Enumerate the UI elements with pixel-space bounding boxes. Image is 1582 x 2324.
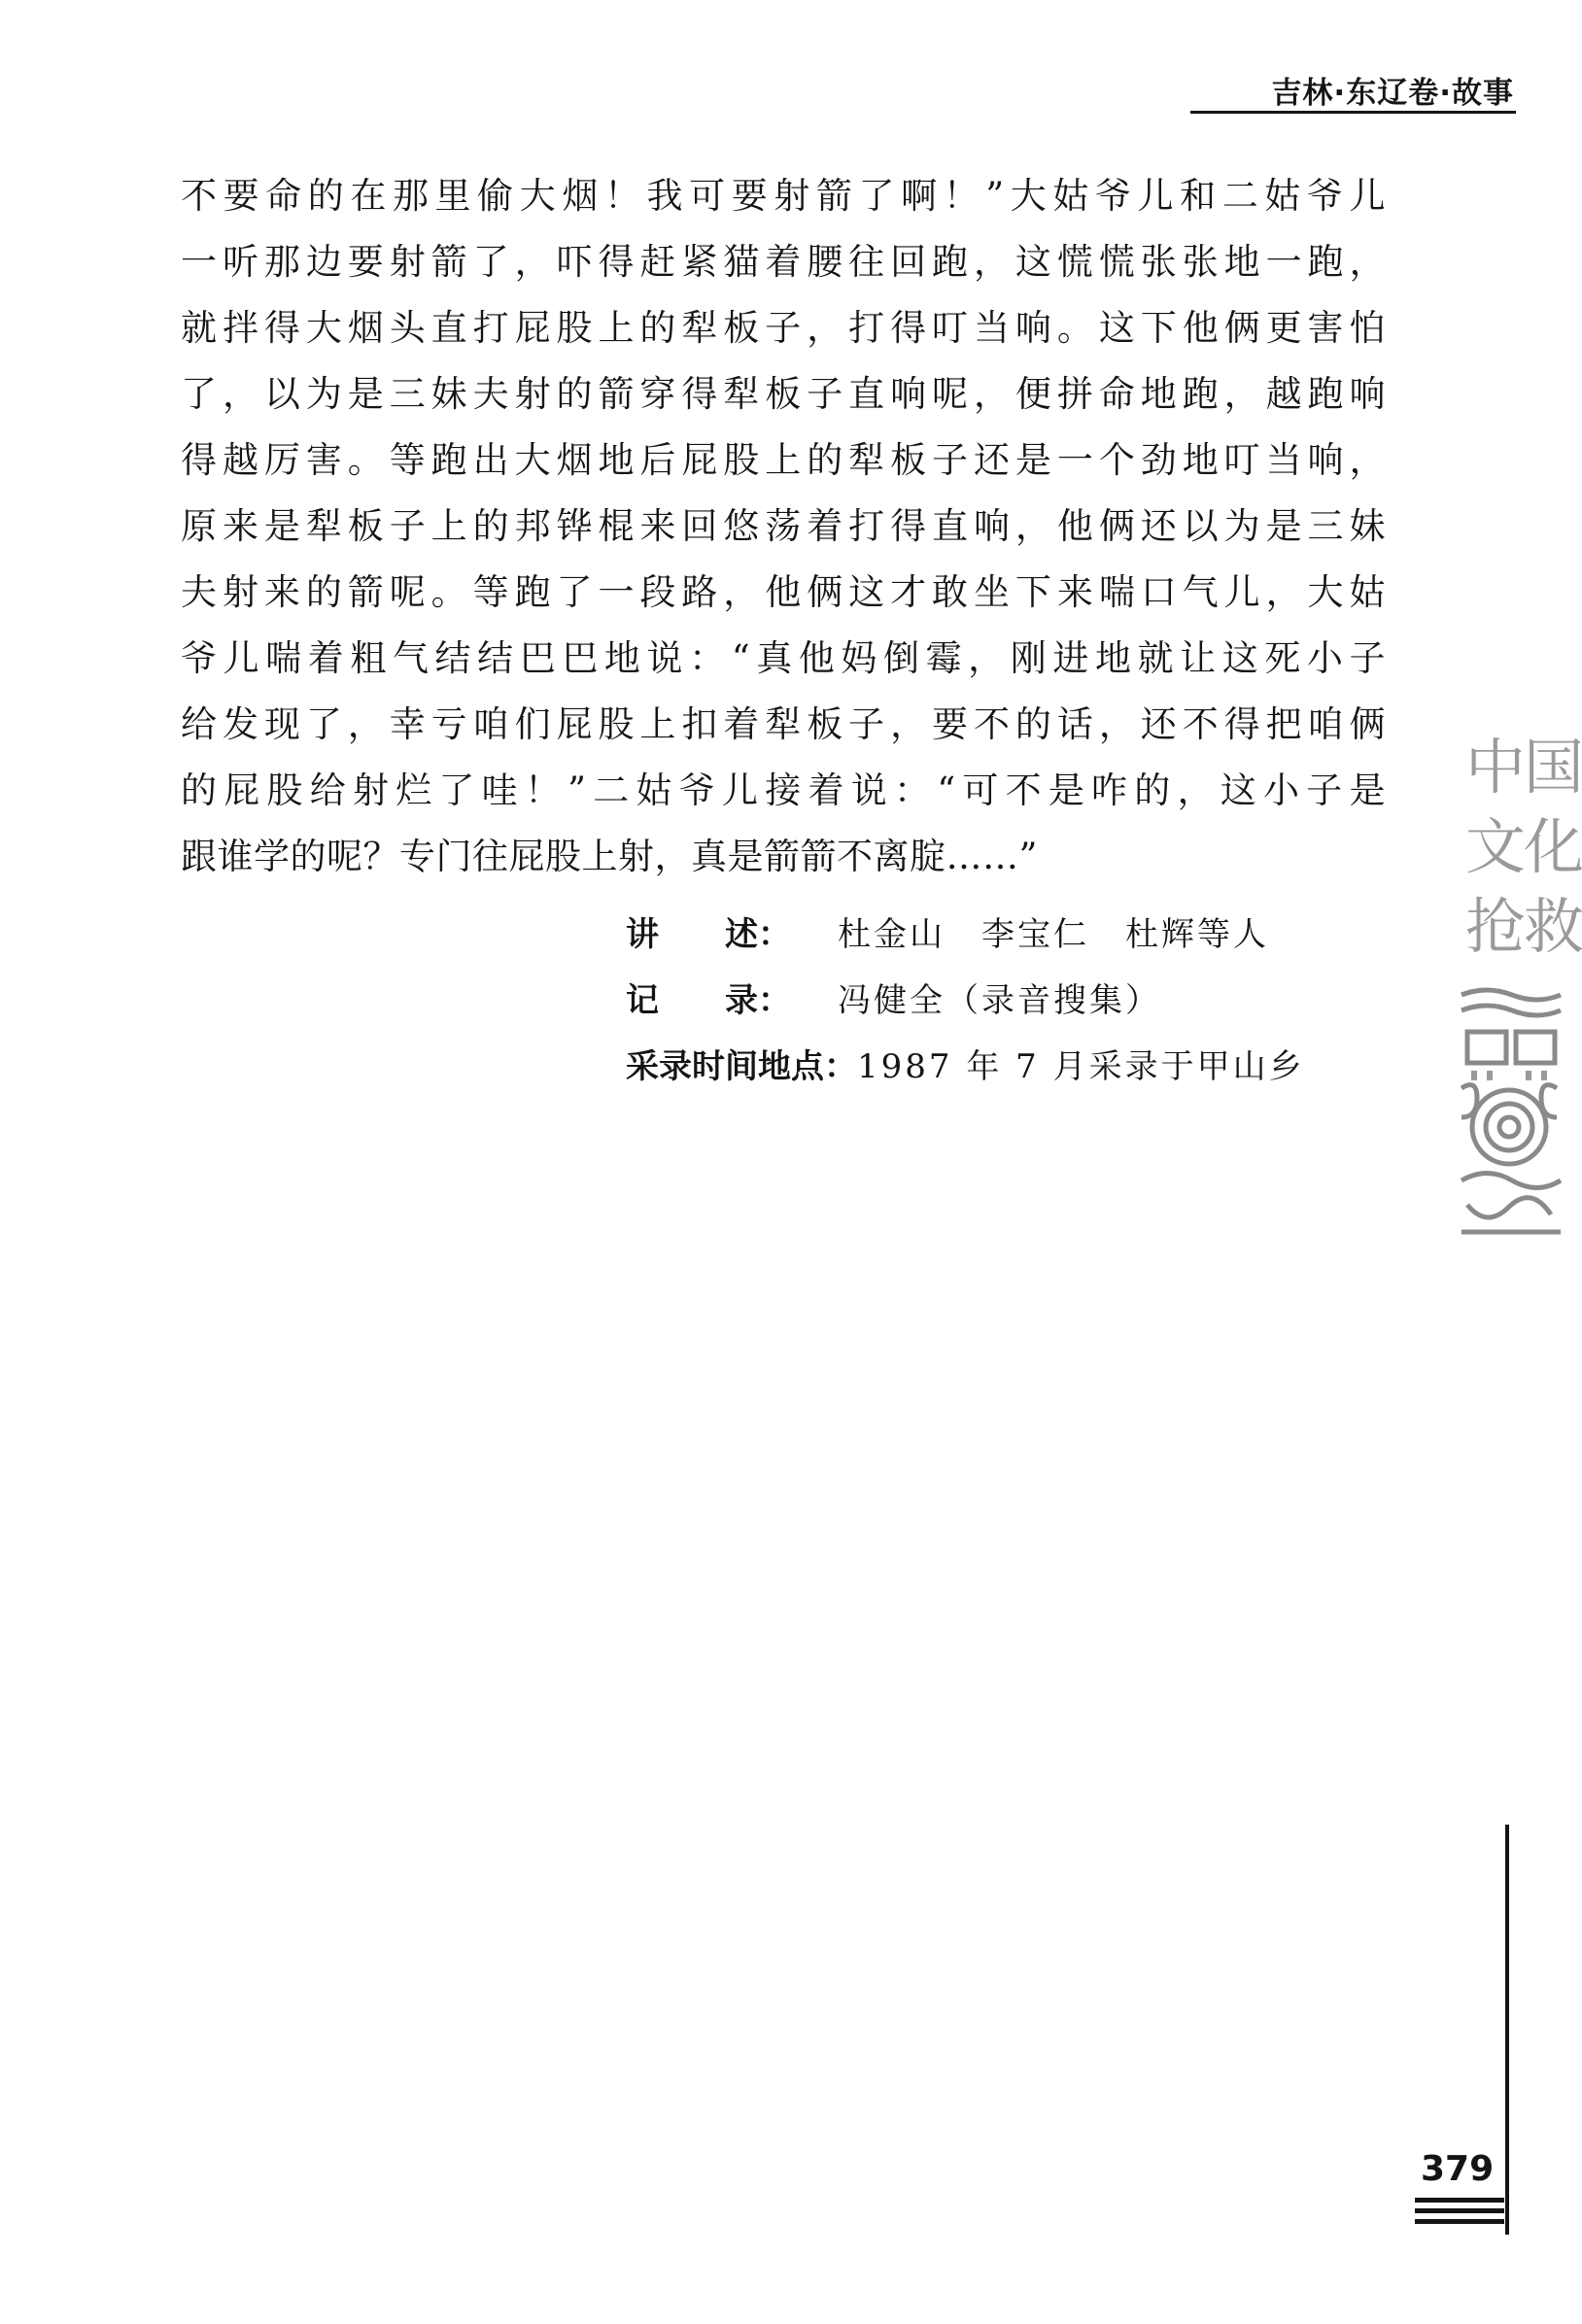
- time-place-value: 1987 年 7 月采录于甲山乡: [857, 1047, 1305, 1086]
- page-number: 379: [1421, 2149, 1495, 2189]
- side-tab-glyph: 中国: [1465, 732, 1582, 803]
- side-tab-glyph: 抢救: [1465, 891, 1582, 962]
- credits-block: [626, 902, 1305, 1100]
- recorder-value: 冯健全（录音搜集）: [838, 981, 1161, 1020]
- credit-time-place: [626, 1034, 1305, 1100]
- text-line: 不要命的在那里偷大烟！我可要射箭了啊！”大姑爷儿和二姑爷儿: [181, 175, 1386, 217]
- side-thumb-tab: [1458, 719, 1582, 1239]
- text-line: 给发现了，幸亏咱们屁股上扣着犁板子，要不的话，还不得把咱俩: [181, 703, 1386, 745]
- page-number-rule: [1505, 1825, 1509, 2235]
- story-body: [181, 163, 1386, 890]
- text-line: 的屁股给射烂了哇！”二姑爷儿接着说：“可不是咋的，这小子是: [181, 769, 1386, 811]
- recorder-label: 记 录：: [626, 981, 791, 1020]
- header-rule: [1190, 111, 1516, 114]
- decorative-pattern-icon: [1458, 981, 1561, 1239]
- text-line: 就拌得大烟头直打屁股上的犁板子，打得叮当响。这下他俩更害怕: [181, 307, 1386, 349]
- page-number-bars: [1415, 2198, 1504, 2230]
- narrator-label: 讲 述：: [626, 915, 791, 954]
- text-line: 一听那边要射箭了，吓得赶紧猫着腰往回跑，这慌慌张张地一跑，: [181, 241, 1386, 283]
- text-line: 了，以为是三妹夫射的箭穿得犁板子直响呢，便拼命地跑，越跑响: [181, 373, 1386, 415]
- time-place-label: 采录时间地点：: [626, 1047, 857, 1086]
- credit-recorder: [626, 968, 1305, 1034]
- text-line: 爷儿喘着粗气结结巴巴地说：“真他妈倒霉，刚进地就让这死小子: [181, 637, 1386, 679]
- text-line: 夫射来的箭呢。等跑了一段路，他俩这才敢坐下来喘口气儿，大姑: [181, 571, 1386, 613]
- running-header: 吉林·东辽卷·故事: [1271, 76, 1514, 111]
- text-line: 跟谁学的呢？专门往屁股上射，真是箭箭不离腚……”: [181, 836, 1038, 877]
- narrator-value: 杜金山 李宝仁 杜辉等人: [838, 915, 1269, 954]
- credit-narrator: [626, 902, 1305, 968]
- side-tab-glyph: 文化: [1465, 811, 1582, 882]
- text-line: 得越厉害。等跑出大烟地后屁股上的犁板子还是一个劲地叮当响，: [181, 439, 1386, 481]
- text-line: 原来是犁板子上的邦铧棍来回悠荡着打得直响，他俩还以为是三妹: [181, 505, 1386, 547]
